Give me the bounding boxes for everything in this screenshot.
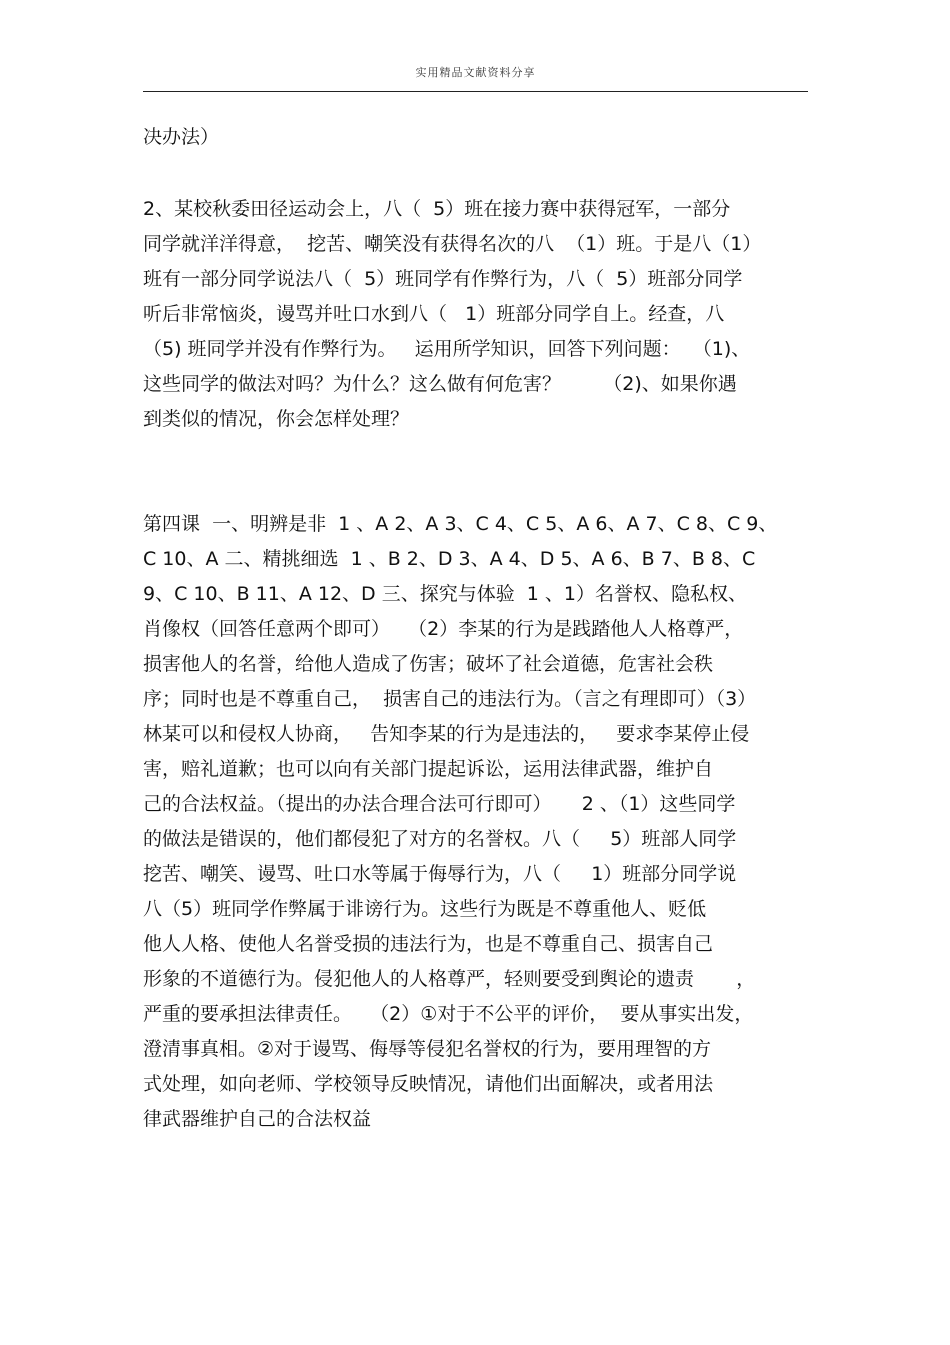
text-line: （5) 班同学并没有作弊行为。 运用所学知识，回答下列问题： （1)、 bbox=[143, 338, 751, 360]
text-line: 这些同学的做法对吗？为什么？这么做有何危害？ （2)、如果你遇 bbox=[143, 373, 737, 395]
text-line: 决办法） bbox=[143, 126, 220, 148]
text-line: 己的合法权益。（提出的办法合理合法可行即可） 2 、（1）这些同学 bbox=[143, 793, 736, 815]
text-line: 2、某校秋委田径运动会上，八（ 5）班在接力赛中获得冠军，一部分 bbox=[143, 198, 731, 220]
text-line: 澄清事真相。②对于谩骂、侮辱等侵犯名誉权的行为，要用理智的方 bbox=[143, 1038, 712, 1060]
text-line: 害，赔礼道歉；也可以向有关部门提起诉讼，运用法律武器，维护自 bbox=[143, 758, 714, 780]
text-line: 班有一部分同学说法八（ 5）班同学有作弊行为，八（ 5）班部分同学 bbox=[143, 268, 743, 290]
text-line: 律武器维护自己的合法权益 bbox=[143, 1108, 372, 1130]
text-line: 挖苦、嘲笑、谩骂、吐口水等属于侮辱行为，八（ 1）班部分同学说 bbox=[143, 863, 737, 885]
page-header: 实用精品文献资料分享 bbox=[415, 66, 536, 79]
text-line: 听后非常恼炎，谩骂并吐口水到八（ 1）班部分同学自上。经查，八 bbox=[143, 303, 725, 325]
text-line: 他人人格、使他人名誉受损的违法行为，也是不尊重自己、损害自己 bbox=[143, 933, 714, 955]
text-line: 同学就洋洋得意， 挖苦、嘲笑没有获得名次的八 （1）班。于是八（1） bbox=[143, 233, 762, 255]
text-line: 9、C 10、B 11、A 12、D 三、探究与体验 1 、1）名誉权、隐私权、 bbox=[143, 583, 748, 605]
text-line: 肖像权（回答任意两个即可） （2）李某的行为是践踏他人人格尊严， bbox=[143, 618, 744, 640]
header-divider bbox=[143, 91, 808, 92]
text-line: 序；同时也是不尊重自己， 损害自己的违法行为。（言之有理即可）（3） bbox=[143, 688, 757, 710]
text-line: 林某可以和侵权人协商， 告知李某的行为是违法的， 要求李某停止侵 bbox=[143, 723, 750, 745]
text-line: 严重的要承担法律责任。 （2）①对于不公平的评价， 要从事实出发， bbox=[143, 1003, 754, 1025]
text-line: 第四课 一、明辨是非 1 、A 2、A 3、C 4、C 5、A 6、A 7、C 8、C 9、 bbox=[143, 513, 778, 535]
text-line: 形象的不道德行为。侵犯他人的人格尊严，轻则要受到舆论的遗责 ， bbox=[143, 968, 756, 990]
text-line: C 10、A 二、精挑细选 1 、B 2、D 3、A 4、D 5、A 6、B 7、B 8、C bbox=[143, 548, 756, 570]
text-line: 的做法是错误的，他们都侵犯了对方的名誉权。八（ 5）班部人同学 bbox=[143, 828, 737, 850]
text-line: 到类似的情况，你会怎样处理？ bbox=[143, 408, 410, 430]
text-line: 式处理，如向老师、学校领导反映情况，请他们出面解决，或者用法 bbox=[143, 1073, 714, 1095]
text-line: 八（5）班同学作弊属于诽谤行为。这些行为既是不尊重他人、贬低 bbox=[143, 898, 707, 920]
text-line: 损害他人的名誉，给他人造成了伤害；破坏了社会道德，危害社会秩 bbox=[143, 653, 714, 675]
